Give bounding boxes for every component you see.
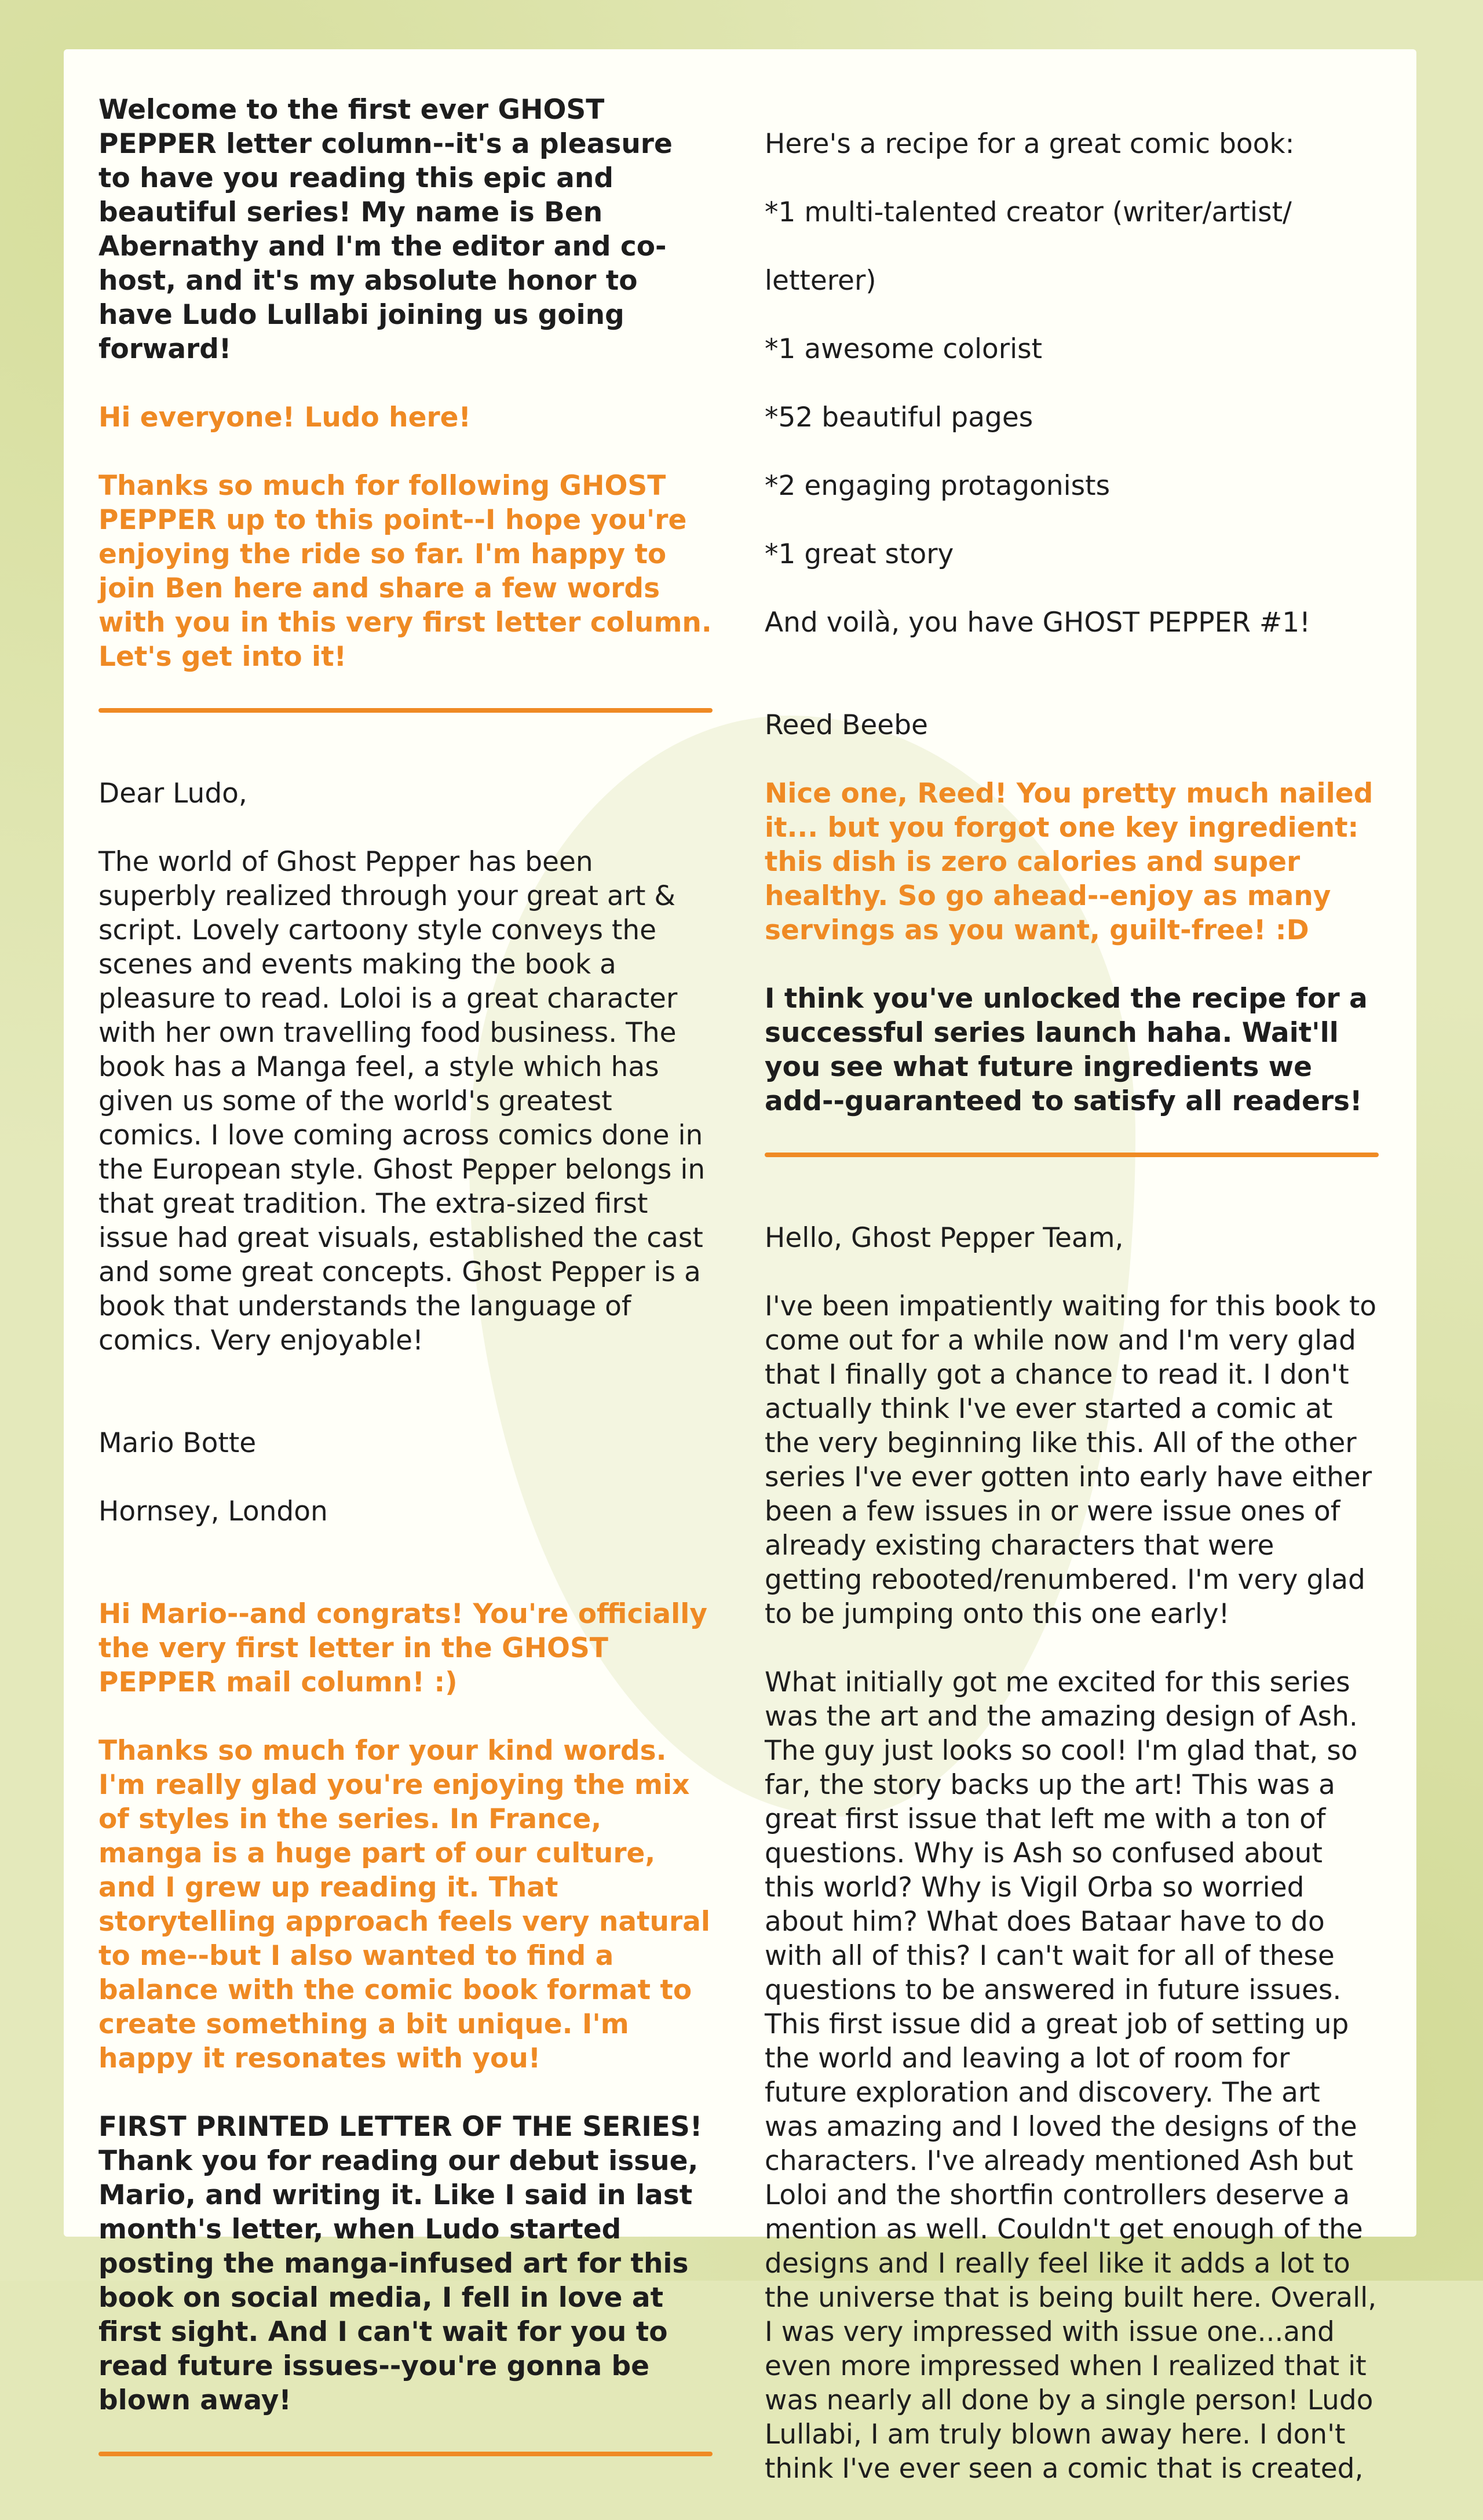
letter-salutation: Dear Ludo, bbox=[98, 778, 247, 809]
recipe-item: *1 awesome colorist bbox=[765, 333, 1043, 365]
letter-signature: Reed Beebe bbox=[765, 709, 928, 741]
editor-reply: I think you've unlocked the recipe for a successful series launch haha. Wait'll you see what future ingredients we add--guaranteed to satisfy all readers! bbox=[765, 983, 1368, 1117]
section-divider bbox=[765, 1153, 1379, 1157]
editor-reply: FIRST PRINTED LETTER OF THE SERIES! Thank you for reading our debut issue, Mario, and writing it. Like I said in last month's letter, when Ludo started posting the manga-infused art for this book on social media, I fell in love at first sight. And I can't wait for you to read future issues--you're gonna be blown away! bbox=[98, 2111, 703, 2416]
letter-body: I've been impatiently waiting for this book to come out for a while now and I'm very glad that I finally got a chance to read it. I don't actually think I've ever started a comic at the very beginning like this. All of the other series I've ever gotten into early have either been a few issues in or were issue ones of already existing characters that were getting rebooted/renumbered. I'm very glad to be jumping onto this one early! bbox=[765, 1290, 1377, 1630]
recipe-item: letterer) bbox=[765, 265, 876, 297]
letter-body: The world of Ghost Pepper has been superbly realized through your great art & script. Lovely cartoony style conveys the scenes and events making the book a pleasure to read. Loloi is a great character with her own travelling food business. The book has a Manga feel, a style which has given us some of the world's greatest comics. I love coming across comics done in the European style. Ghost Pepper belongs in that great tradition. The extra-sized first issue had great visuals, established the cast and some great concepts. Ghost Pepper is a book that understands the language of comics. Very enjoyable! bbox=[98, 846, 706, 1356]
ludo-thanks: Thanks so much for following GHOST PEPPER up to this point--I hope you're enjoying the ride so far. I'm happy to join Ben here and share a few words with you in this very first letter column. Let's get into it! bbox=[98, 470, 712, 673]
intro-text: Welcome to the first ever GHOST PEPPER letter column--it's a pleasure to have you reading this epic and beautiful series! My name is Ben Abernathy and I'm the editor and co-host, and it's my absolute honor to have Ludo Lullabi joining us going forward! bbox=[98, 94, 673, 365]
letter-signature bbox=[98, 1392, 713, 1563]
recipe-item: *1 multi-talented creator (writer/artist/ bbox=[765, 196, 1292, 228]
recipe-intro: Here's a recipe for a great comic book: bbox=[765, 128, 1295, 160]
recipe-outro: And voilà, you have GHOST PEPPER #1! bbox=[765, 607, 1311, 639]
recipe-item: *52 beautiful pages bbox=[765, 402, 1033, 433]
signature-place: Hornsey, London bbox=[98, 1496, 328, 1527]
left-column bbox=[98, 93, 713, 2520]
section-divider bbox=[98, 2452, 713, 2456]
letter-body-continued: What initially got me excited for this series was the art and the amazing design of Ash. The guy just looks so cool! I'm glad that, so far, the story backs up the art! This was a great first issue that left me with a ton of questions. Why is Ash so confused about this world? Why is Vigil Orba so worried about him? What does Bataar have to do with all of this? I can't wait for all of these questions to be answered in future issues. This first issue did a great job of setting up the world and leaving a lot of room for future exploration and discovery. The art was amazing and I loved the designs of the characters. I've already mentioned Ash but Loloi and the shortfin controllers deserve a mention as well. Couldn't get enough of the designs and I really feel like it adds a lot to the universe that is being built here. Overall, I was very impressed with issue one...and even more impressed when I realized that it was nearly all done by a single person! Ludo Lullabi, I am truly blown away here. I don't think I've ever seen a comic that is created, bbox=[765, 1666, 1377, 2485]
recipe-item: *2 engaging protagonists bbox=[765, 470, 1111, 502]
section-divider bbox=[98, 708, 713, 713]
letter-salutation: Hello, Ghost Pepper Team, bbox=[765, 1222, 1124, 1254]
ludo-reply: Hi Mario--and congrats! You're officially the very first letter in the GHOST PEPPER mail column! :) bbox=[98, 1598, 707, 1698]
ludo-reply-continued: Thanks so much for your kind words. I'm really glad you're enjoying the mix of styles in the series. In France, manga is a huge part of our culture, and I grew up reading it. That storytelling approach feels very natural to me--but I also wanted to find a balance with the comic book format to create something a bit unique. I'm happy it resonates with you! bbox=[98, 1735, 711, 2074]
recipe-block bbox=[765, 93, 1379, 674]
ludo-reply: Nice one, Reed! You pretty much nailed it... but you forgot one key ingredient: this dish is zero calories and super healthy. So go ahead--enjoy as many servings as you want, guilt-free! :D bbox=[765, 778, 1374, 946]
recipe-item: *1 great story bbox=[765, 538, 954, 570]
ludo-greeting: Hi everyone! Ludo here! bbox=[98, 402, 471, 433]
signature-name: Mario Botte bbox=[98, 1427, 257, 1459]
right-column bbox=[765, 93, 1379, 2520]
